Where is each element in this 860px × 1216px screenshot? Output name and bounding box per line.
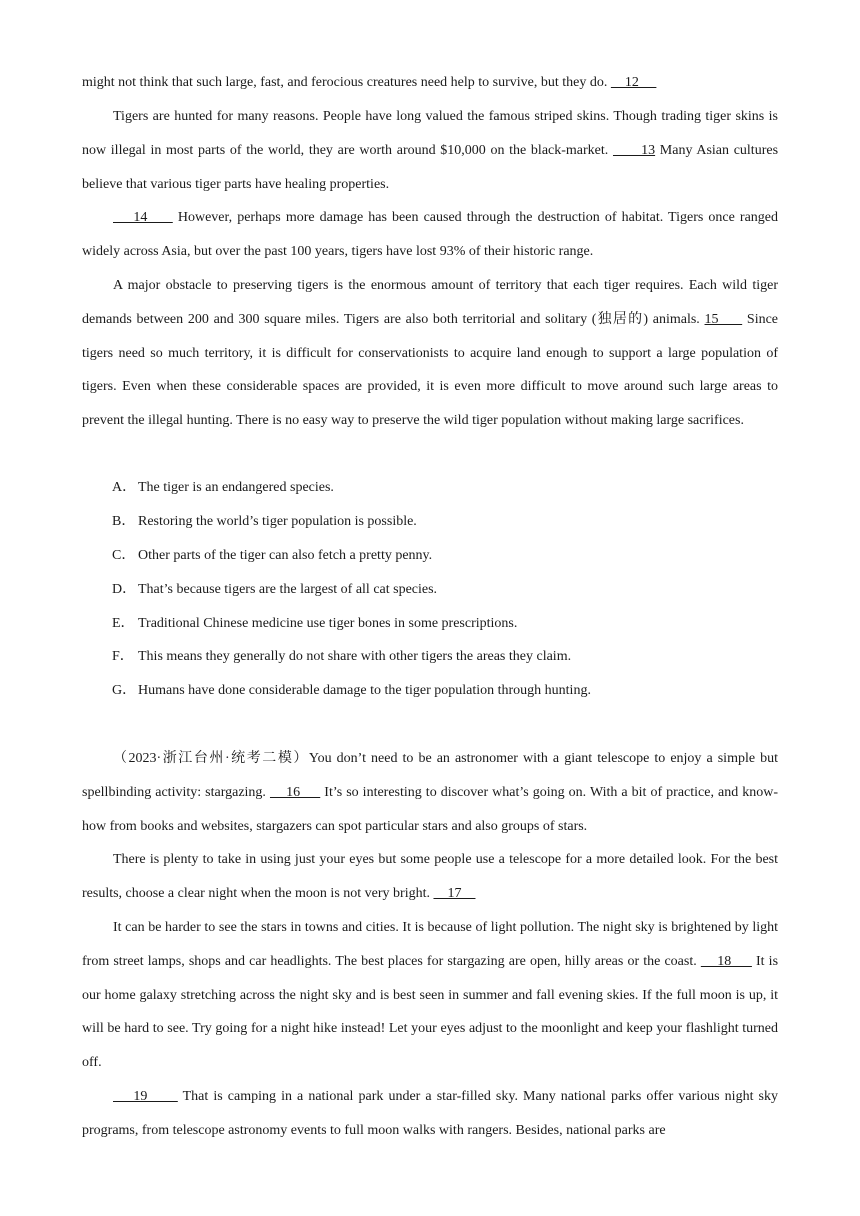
option-letter: D． bbox=[112, 582, 137, 597]
blank-12: 12 bbox=[610, 75, 657, 90]
option-letter: A． bbox=[112, 480, 137, 495]
option-letter: F． bbox=[112, 649, 134, 664]
paragraph-habitat bbox=[82, 201, 778, 269]
option-letter: C． bbox=[112, 548, 136, 563]
paragraph-text: Since tigers need so much territory, it is difficult for conservationists to acquire land enough to support a large population of tigers. Even when these considerable spaces are provided, it is even more difficult to move around such large areas to prevent the illegal hunting. There is no easy way to preserve the wild tiger population without making large sacrifices. bbox=[82, 311, 779, 429]
paragraph-line-tail bbox=[82, 66, 778, 100]
option-text: Restoring the world’s tiger population is possible. bbox=[138, 514, 417, 529]
option-c bbox=[112, 546, 432, 566]
option-d bbox=[112, 580, 437, 600]
option-g bbox=[112, 681, 591, 701]
source-tag: （2023·浙江台州·统考二模） bbox=[113, 751, 309, 766]
blank-16: 16 bbox=[269, 784, 321, 800]
blank-19: 19 bbox=[113, 1089, 178, 1104]
blank-18: 18 bbox=[700, 953, 752, 969]
option-e bbox=[112, 614, 517, 634]
blank-14: 14 bbox=[113, 210, 173, 225]
paragraph-text: A major obstacle to preserving tigers is the enormous amount of territory that each tiger requires. Each wild tiger demands between 200 and 300 square miles. Tigers are also both territorial and solitary (独居的) animals. bbox=[82, 278, 778, 327]
option-f bbox=[112, 647, 571, 667]
blank-17: 17 bbox=[433, 885, 476, 901]
option-a bbox=[112, 478, 334, 498]
paragraph-text: There is plenty to take in using just your eyes but some people use a telescope for a more detailed look. For the best results, choose a clear night when the moon is not very bright. bbox=[82, 852, 778, 901]
paragraph-text: Many Asian cultures believe that various tiger parts have healing properties. bbox=[82, 142, 779, 192]
option-text: That’s because tigers are the largest of all cat species. bbox=[138, 582, 438, 597]
paragraph-national-park bbox=[82, 1080, 778, 1148]
paragraph-text: Tigers are hunted for many reasons. People have long valued the famous striped skins. Though trading tiger skins is now illegal in most parts of the world, they are worth around $10,000 on the black-market. bbox=[82, 109, 778, 158]
paragraph-telescope bbox=[82, 843, 778, 911]
option-text: The tiger is an endangered species. bbox=[138, 480, 334, 495]
paragraph-text: It can be harder to see the stars in towns and cities. It is because of light pollution. The night sky is brightened by light from street lamps, shops and car headlights. The best places for stargazing are open, hilly areas or the coast. bbox=[82, 920, 778, 969]
paragraph-text: It’s so interesting to discover what’s going on. With a bit of practice, and know-how from books and websites, stargazers can spot particular stars and also groups of stars. bbox=[82, 784, 779, 834]
option-text: This means they generally do not share with other tigers the areas they claim. bbox=[138, 649, 572, 664]
paragraph-text: might not think that such large, fast, and ferocious creatures need help to survive, but they do. bbox=[82, 75, 608, 90]
option-letter: E． bbox=[112, 616, 135, 631]
blank-15: 15 bbox=[704, 311, 743, 327]
paragraph-tiger-hunting bbox=[82, 100, 778, 201]
option-text: Humans have done considerable damage to the tiger population through hunting. bbox=[138, 683, 591, 698]
option-letter: G． bbox=[112, 683, 137, 698]
paragraph-text: However, perhaps more damage has been caused through the destruction of habitat. Tigers once ranged widely across Asia, but over the past 100 years, tigers have lost 93% of their historic range. bbox=[82, 210, 779, 259]
paragraph-light-pollution bbox=[82, 911, 778, 1080]
option-b bbox=[112, 512, 417, 532]
option-text: Other parts of the tiger can also fetch a pretty penny. bbox=[138, 548, 433, 563]
paragraph-territory bbox=[82, 269, 778, 438]
paragraph-text: You don’t need to be an astronomer with a giant telescope to enjoy a simple but spellbinding activity: stargazing. bbox=[82, 751, 778, 800]
option-letter: B． bbox=[112, 514, 136, 529]
blank-13: 13 bbox=[612, 142, 656, 158]
paragraph-text: That is camping in a national park under a star-filled sky. Many national parks offer various night sky programs, from telescope astronomy events to full moon walks with rangers. Besides, national parks are bbox=[82, 1089, 778, 1138]
option-text: Traditional Chinese medicine use tiger bones in some prescriptions. bbox=[138, 616, 518, 631]
paragraph-text: It is our home galaxy stretching across the night sky and is best seen in summer and fall evening skies. If the full moon is up, it will be hard to see. Try going for a night hike instead! Let your eyes adjust to the moonlight and keep your flashlight turned off. bbox=[82, 953, 779, 1071]
paragraph-stargazing-intro bbox=[82, 742, 778, 843]
